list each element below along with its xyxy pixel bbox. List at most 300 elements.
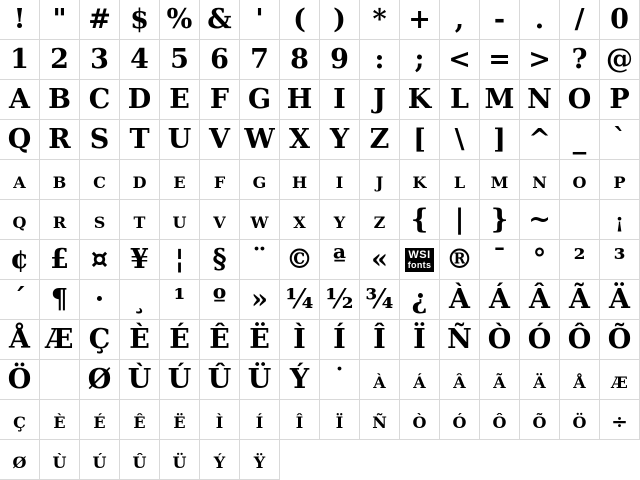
glyph-cell[interactable]	[280, 40, 320, 80]
glyph: H	[291, 173, 308, 192]
glyph: O	[572, 173, 587, 192]
glyph-cell[interactable]	[320, 120, 360, 160]
glyph-cell[interactable]	[360, 240, 400, 280]
glyph-cell[interactable]	[40, 320, 80, 360]
glyph: ¤	[90, 244, 109, 275]
glyph-row	[0, 80, 640, 120]
glyph: Z	[369, 124, 390, 155]
glyph: ¯	[492, 244, 507, 275]
glyph: C	[93, 173, 106, 192]
glyph-cell[interactable]	[440, 240, 480, 280]
glyph-cell[interactable]	[480, 160, 520, 200]
glyph: Û	[207, 364, 232, 395]
glyph-cell[interactable]	[240, 160, 280, 200]
glyph-cell[interactable]	[360, 320, 400, 360]
glyph-cell[interactable]	[0, 40, 40, 80]
glyph-cell[interactable]	[160, 400, 200, 440]
glyph-cell[interactable]	[80, 280, 120, 320]
glyph: L	[453, 173, 466, 192]
glyph: Ô	[492, 413, 507, 432]
glyph-cell[interactable]	[400, 160, 440, 200]
glyph: Å	[573, 373, 586, 392]
glyph-cell[interactable]	[240, 280, 280, 320]
glyph-cell[interactable]	[520, 280, 560, 320]
glyph: ¡	[615, 209, 624, 233]
glyph-cell[interactable]	[360, 120, 400, 160]
glyph-cell[interactable]	[520, 120, 560, 160]
glyph: À	[373, 373, 386, 392]
glyph: Ì	[293, 324, 306, 355]
glyph: 4	[130, 44, 149, 75]
glyph-cell[interactable]	[320, 80, 360, 120]
glyph-cell[interactable]	[40, 0, 80, 40]
glyph-cell[interactable]	[360, 160, 400, 200]
glyph: Ñ	[372, 413, 387, 432]
glyph-cell[interactable]	[120, 280, 160, 320]
glyph-cell[interactable]	[40, 400, 80, 440]
glyph: ´	[12, 284, 27, 315]
glyph: M	[484, 84, 515, 115]
glyph-cell[interactable]	[440, 120, 480, 160]
glyph-cell[interactable]	[560, 0, 600, 40]
glyph: G	[252, 173, 267, 192]
glyph-row	[0, 400, 640, 440]
glyph: {	[410, 204, 429, 235]
glyph-cell[interactable]	[480, 280, 520, 320]
glyph-cell[interactable]	[400, 0, 440, 40]
glyph-cell[interactable]	[200, 280, 240, 320]
glyph-cell[interactable]	[520, 0, 560, 40]
glyph-cell[interactable]	[440, 360, 480, 400]
glyph-cell[interactable]	[400, 360, 440, 400]
glyph-cell[interactable]	[40, 440, 80, 480]
glyph-cell[interactable]	[440, 280, 480, 320]
glyph: ª	[332, 244, 347, 275]
glyph: "	[52, 4, 67, 35]
glyph-cell[interactable]	[520, 320, 560, 360]
glyph-cell[interactable]	[320, 400, 360, 440]
glyph-cell[interactable]	[520, 160, 560, 200]
glyph-cell[interactable]	[120, 120, 160, 160]
glyph-cell[interactable]	[400, 280, 440, 320]
glyph-cell[interactable]	[240, 40, 280, 80]
glyph: `	[612, 124, 627, 155]
glyph: U	[167, 124, 192, 155]
glyph-cell[interactable]	[280, 0, 320, 40]
glyph-cell[interactable]	[40, 80, 80, 120]
glyph: W	[244, 124, 275, 155]
glyph-cell[interactable]	[320, 160, 360, 200]
glyph-cell[interactable]	[160, 160, 200, 200]
glyph-cell[interactable]	[360, 80, 400, 120]
glyph: Ý	[289, 364, 310, 395]
glyph-cell[interactable]	[120, 0, 160, 40]
glyph-cell[interactable]	[320, 360, 360, 400]
glyph-cell[interactable]	[360, 280, 400, 320]
glyph-cell[interactable]	[200, 120, 240, 160]
glyph-cell[interactable]	[160, 40, 200, 80]
glyph: F	[213, 173, 226, 192]
glyph: 8	[290, 44, 309, 75]
glyph-cell[interactable]	[560, 40, 600, 80]
glyph: É	[93, 413, 106, 432]
glyph-cell[interactable]	[200, 360, 240, 400]
glyph: Í	[255, 413, 264, 432]
glyph-cell[interactable]	[160, 320, 200, 360]
glyph-cell[interactable]	[200, 400, 240, 440]
glyph-cell[interactable]	[600, 120, 640, 160]
glyph: Ö	[7, 364, 32, 395]
glyph-cell[interactable]	[120, 200, 160, 240]
glyph: D	[127, 84, 152, 115]
glyph-cell[interactable]	[440, 320, 480, 360]
glyph: ÷	[611, 409, 628, 433]
glyph-cell[interactable]	[360, 40, 400, 80]
glyph-cell[interactable]	[560, 160, 600, 200]
glyph-cell[interactable]	[480, 200, 520, 240]
glyph: =	[488, 44, 511, 75]
glyph-cell[interactable]	[480, 80, 520, 120]
glyph-cell[interactable]	[80, 160, 120, 200]
glyph: Ñ	[447, 324, 472, 355]
glyph-cell[interactable]	[200, 320, 240, 360]
glyph: Ä	[609, 284, 630, 315]
glyph: #	[88, 4, 111, 35]
glyph-cell[interactable]	[120, 320, 160, 360]
glyph: Ë	[249, 324, 270, 355]
glyph-cell[interactable]	[520, 240, 560, 280]
glyph: )	[333, 4, 346, 35]
glyph: B	[48, 84, 71, 115]
glyph-cell[interactable]	[280, 360, 320, 400]
glyph-cell[interactable]	[600, 280, 640, 320]
glyph-cell[interactable]	[40, 240, 80, 280]
glyph: ¥	[130, 244, 149, 275]
glyph-cell[interactable]	[560, 80, 600, 120]
glyph: Ù	[127, 364, 152, 395]
glyph-cell[interactable]	[520, 40, 560, 80]
glyph-cell[interactable]	[240, 80, 280, 120]
glyph-cell[interactable]	[480, 120, 520, 160]
glyph: @	[606, 44, 633, 75]
glyph: T	[129, 124, 150, 155]
glyph: È	[53, 413, 66, 432]
glyph-cell[interactable]	[240, 320, 280, 360]
glyph-cell[interactable]	[200, 440, 240, 480]
glyph: !	[13, 4, 26, 35]
glyph-cell[interactable]	[80, 320, 120, 360]
glyph-cell[interactable]	[200, 200, 240, 240]
glyph-cell[interactable]	[120, 240, 160, 280]
glyph: Ï	[335, 413, 344, 432]
glyph-cell[interactable]	[0, 0, 40, 40]
glyph-cell[interactable]	[160, 360, 200, 400]
glyph-cell[interactable]	[0, 400, 40, 440]
wsi-fonts-logo-icon	[405, 248, 434, 272]
glyph-cell[interactable]	[440, 80, 480, 120]
glyph-cell[interactable]	[520, 400, 560, 440]
glyph-cell[interactable]	[80, 360, 120, 400]
glyph: Í	[333, 324, 346, 355]
glyph-row	[0, 280, 640, 320]
glyph-cell[interactable]	[320, 0, 360, 40]
glyph: V	[209, 124, 230, 155]
glyph-cell[interactable]	[0, 80, 40, 120]
glyph: Ü	[172, 453, 187, 472]
glyph: A	[13, 173, 26, 192]
glyph-cell[interactable]	[440, 160, 480, 200]
glyph-cell[interactable]	[320, 320, 360, 360]
glyph-cell[interactable]	[240, 120, 280, 160]
glyph-cell[interactable]	[160, 0, 200, 40]
glyph-cell[interactable]	[80, 40, 120, 80]
glyph-cell[interactable]	[280, 200, 320, 240]
glyph: $	[130, 4, 149, 35]
glyph: P	[613, 173, 626, 192]
glyph-cell[interactable]	[200, 160, 240, 200]
glyph: È	[129, 324, 150, 355]
glyph: I	[335, 173, 344, 192]
glyph-cell[interactable]	[360, 200, 400, 240]
glyph: C	[88, 84, 111, 115]
glyph: '	[255, 4, 264, 35]
glyph: Z	[373, 213, 386, 232]
glyph-cell[interactable]	[440, 0, 480, 40]
glyph: Ä	[533, 373, 546, 392]
glyph: Ó	[452, 413, 467, 432]
glyph-cell[interactable]	[160, 200, 200, 240]
glyph: (	[293, 4, 306, 35]
glyph: Á	[413, 373, 426, 392]
glyph-cell[interactable]	[80, 240, 120, 280]
glyph-cell[interactable]	[560, 240, 600, 280]
glyph-cell[interactable]	[360, 0, 400, 40]
wsi-fonts-logo-cell[interactable]	[400, 240, 440, 280]
glyph: [	[413, 124, 426, 155]
glyph: ¹	[173, 284, 186, 315]
glyph-cell[interactable]	[240, 200, 280, 240]
glyph-cell[interactable]	[200, 240, 240, 280]
glyph-cell[interactable]	[40, 120, 80, 160]
glyph-row	[0, 120, 640, 160]
glyph-cell[interactable]	[0, 200, 40, 240]
glyph-cell[interactable]	[280, 400, 320, 440]
glyph: _	[572, 124, 587, 155]
glyph-cell[interactable]	[240, 440, 280, 480]
glyph-cell[interactable]	[160, 280, 200, 320]
glyph: H	[286, 84, 313, 115]
glyph: Â	[529, 284, 550, 315]
glyph: Æ	[611, 373, 628, 392]
wsi-logo-text-bottom: fonts	[407, 259, 432, 270]
glyph-row	[0, 320, 640, 360]
glyph-cell[interactable]	[320, 280, 360, 320]
glyph-cell[interactable]	[600, 360, 640, 400]
glyph-cell[interactable]	[600, 200, 640, 240]
glyph-cell[interactable]	[80, 0, 120, 40]
wsi-logo-text-top: WSI	[408, 248, 431, 261]
glyph-cell[interactable]	[120, 40, 160, 80]
glyph: ©	[286, 244, 313, 275]
glyph: Ë	[173, 413, 186, 432]
glyph-cell[interactable]	[0, 160, 40, 200]
glyph-cell[interactable]	[40, 200, 80, 240]
glyph: 6	[210, 44, 229, 75]
glyph-cell[interactable]	[240, 360, 280, 400]
glyph-cell[interactable]	[520, 200, 560, 240]
glyph-cell[interactable]	[160, 120, 200, 160]
glyph-cell[interactable]	[240, 400, 280, 440]
glyph-cell[interactable]	[560, 120, 600, 160]
glyph-cell[interactable]	[480, 0, 520, 40]
glyph: }	[490, 204, 509, 235]
glyph-cell[interactable]	[40, 40, 80, 80]
glyph-cell[interactable]	[0, 120, 40, 160]
glyph-cell[interactable]	[160, 440, 200, 480]
glyph-cell[interactable]	[120, 400, 160, 440]
glyph-cell[interactable]	[280, 160, 320, 200]
glyph-cell[interactable]	[240, 0, 280, 40]
glyph-cell[interactable]	[440, 40, 480, 80]
glyph: À	[449, 284, 470, 315]
glyph-cell[interactable]	[80, 120, 120, 160]
glyph-cell[interactable]	[600, 0, 640, 40]
glyph: 5	[170, 44, 189, 75]
glyph: S	[93, 213, 106, 232]
glyph-row	[0, 240, 640, 280]
glyph-row	[0, 200, 640, 240]
glyph: O	[567, 84, 592, 115]
glyph-cell[interactable]	[560, 360, 600, 400]
glyph-cell[interactable]	[480, 40, 520, 80]
glyph-cell[interactable]	[400, 400, 440, 440]
glyph: |	[454, 204, 465, 235]
glyph-cell[interactable]	[600, 240, 640, 280]
glyph-cell[interactable]	[480, 400, 520, 440]
glyph: Q	[12, 213, 27, 232]
glyph-cell[interactable]	[80, 400, 120, 440]
glyph-cell[interactable]	[320, 40, 360, 80]
glyph-cell[interactable]	[200, 80, 240, 120]
glyph: Y	[333, 213, 346, 232]
glyph-cell[interactable]	[80, 200, 120, 240]
glyph-cell[interactable]	[320, 240, 360, 280]
glyph-cell[interactable]	[0, 320, 40, 360]
glyph: 7	[250, 44, 269, 75]
glyph: Ï	[413, 324, 426, 355]
glyph-cell[interactable]	[120, 80, 160, 120]
glyph: /	[574, 4, 585, 35]
glyph-cell[interactable]	[200, 40, 240, 80]
glyph-cell[interactable]	[400, 320, 440, 360]
glyph: \	[454, 124, 465, 155]
glyph-cell[interactable]	[520, 360, 560, 400]
glyph: I	[333, 84, 346, 115]
glyph: J	[375, 173, 384, 192]
glyph: G	[247, 84, 272, 115]
glyph-cell[interactable]	[80, 80, 120, 120]
glyph-cell[interactable]	[160, 80, 200, 120]
glyph: Ç	[88, 324, 111, 355]
glyph-cell[interactable]	[280, 240, 320, 280]
glyph-cell[interactable]	[480, 320, 520, 360]
glyph-cell[interactable]	[280, 80, 320, 120]
glyph-cell[interactable]	[560, 320, 600, 360]
glyph-cell[interactable]	[480, 360, 520, 400]
glyph-cell[interactable]	[0, 280, 40, 320]
glyph: W	[250, 213, 269, 232]
glyph-cell[interactable]	[0, 360, 40, 400]
glyph: °	[532, 244, 547, 275]
glyph: ³	[613, 244, 626, 275]
glyph: Ã	[569, 284, 590, 315]
glyph: V	[213, 213, 226, 232]
glyph-cell[interactable]	[120, 160, 160, 200]
glyph-cell[interactable]	[240, 240, 280, 280]
glyph-cell[interactable]	[0, 440, 40, 480]
glyph: E	[173, 173, 186, 192]
glyph-cell[interactable]	[160, 240, 200, 280]
glyph-cell[interactable]	[120, 360, 160, 400]
glyph-cell[interactable]	[600, 400, 640, 440]
glyph-cell[interactable]	[120, 440, 160, 480]
glyph: Ê	[209, 324, 230, 355]
glyph-cell[interactable]	[360, 400, 400, 440]
glyph: Î	[295, 413, 304, 432]
glyph-cell[interactable]	[560, 280, 600, 320]
glyph-cell[interactable]	[480, 240, 520, 280]
glyph-cell[interactable]	[440, 200, 480, 240]
empty-cell	[40, 360, 80, 400]
glyph-cell[interactable]	[280, 120, 320, 160]
glyph-cell[interactable]	[80, 440, 120, 480]
glyph-cell[interactable]	[440, 400, 480, 440]
glyph-row	[0, 0, 640, 40]
glyph: >	[528, 44, 551, 75]
glyph: N	[532, 173, 547, 192]
glyph: ˙	[332, 364, 347, 395]
glyph-cell[interactable]	[600, 320, 640, 360]
glyph-cell[interactable]	[40, 280, 80, 320]
glyph: F	[209, 84, 230, 115]
glyph: ¦	[174, 244, 185, 275]
glyph-cell[interactable]	[200, 0, 240, 40]
glyph-cell[interactable]	[0, 240, 40, 280]
glyph-cell[interactable]	[400, 200, 440, 240]
glyph: Ö	[572, 413, 587, 432]
glyph-cell[interactable]	[560, 400, 600, 440]
glyph-cell[interactable]	[600, 160, 640, 200]
glyph-cell[interactable]	[320, 200, 360, 240]
glyph-cell[interactable]	[280, 280, 320, 320]
glyph: ¾	[365, 284, 394, 315]
glyph-cell[interactable]	[520, 80, 560, 120]
glyph-cell[interactable]	[400, 120, 440, 160]
glyph: Ü	[247, 364, 272, 395]
glyph-cell[interactable]	[400, 40, 440, 80]
glyph: 0	[610, 4, 629, 35]
glyph: .	[534, 4, 545, 35]
glyph-row	[0, 40, 640, 80]
glyph-cell[interactable]	[600, 80, 640, 120]
glyph-cell[interactable]	[360, 360, 400, 400]
glyph: N	[527, 84, 552, 115]
glyph-cell[interactable]	[400, 80, 440, 120]
glyph-cell[interactable]	[280, 320, 320, 360]
glyph: S	[89, 124, 110, 155]
glyph-cell[interactable]	[40, 160, 80, 200]
glyph-cell[interactable]	[600, 40, 640, 80]
